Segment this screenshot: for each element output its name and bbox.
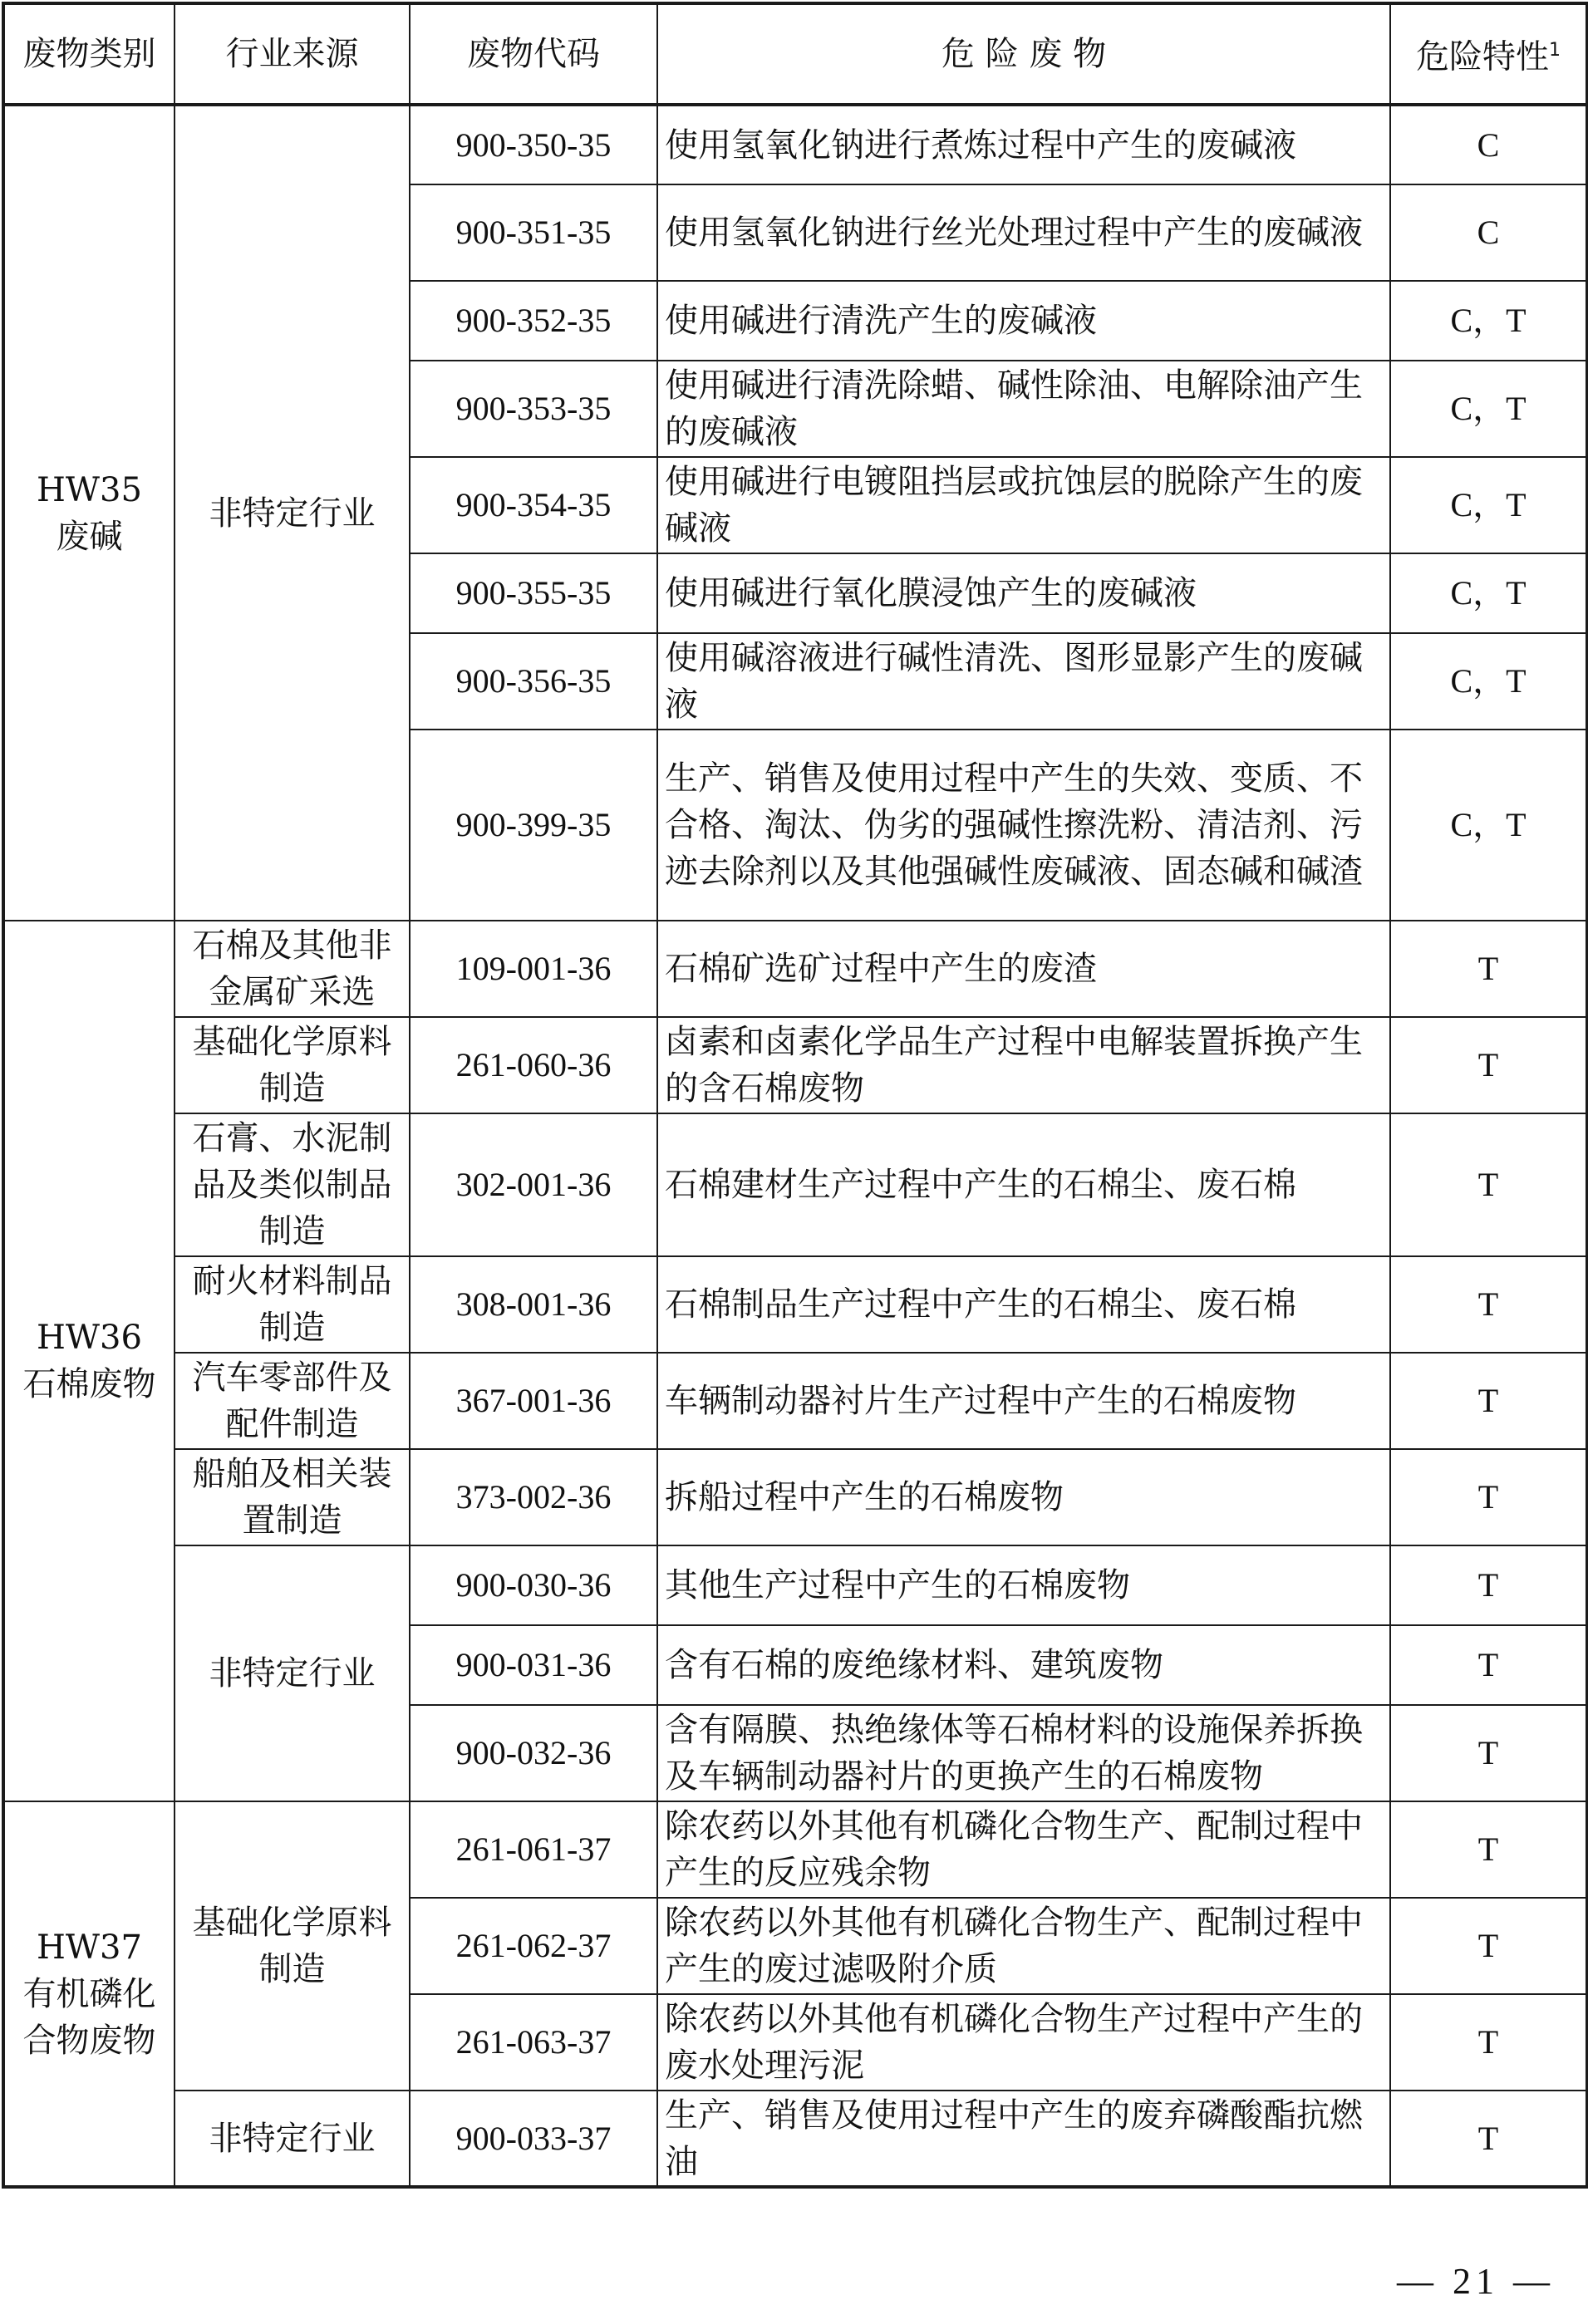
waste-description: 石棉建材生产过程中产生的石棉尘、废石棉 (657, 1113, 1390, 1256)
hazard-property: T (1390, 1801, 1587, 1898)
waste-description: 含有隔膜、热绝缘体等石棉材料的设施保养拆换及车辆制动器衬片的更换产生的石棉废物 (657, 1705, 1390, 1801)
waste-description: 车辆制动器衬片生产过程中产生的石棉废物 (657, 1353, 1390, 1449)
header-property (1390, 3, 1587, 105)
waste-description: 拆船过程中产生的石棉废物 (657, 1449, 1390, 1545)
category-code: HW37 (37, 1928, 142, 1967)
waste-code: 900-031-36 (410, 1625, 657, 1705)
waste-description: 卤素和卤素化学品生产过程中电解装置拆换产生的含石棉废物 (657, 1017, 1390, 1113)
hazard-property: T (1390, 1353, 1587, 1449)
header-waste: 危 险 废 物 (657, 3, 1390, 105)
hazard-property: T (1390, 1545, 1587, 1625)
hazard-property: T (1390, 2091, 1587, 2187)
table-row (3, 1801, 1587, 1898)
waste-code: 900-032-36 (410, 1705, 657, 1801)
table-row (3, 1353, 1587, 1449)
waste-description: 使用碱进行氧化膜浸蚀产生的废碱液 (657, 553, 1390, 633)
hazard-property: T (1390, 921, 1587, 1017)
table-row (3, 921, 1587, 1017)
hazard-property: T (1390, 1898, 1587, 1994)
industry-cell: 非特定行业 (175, 2091, 410, 2187)
industry-cell: 非特定行业 (175, 105, 410, 921)
waste-code: 261-061-37 (410, 1801, 657, 1898)
category-code: HW35 (37, 470, 142, 509)
table-row (3, 2091, 1587, 2187)
waste-code: 302-001-36 (410, 1113, 657, 1256)
table-row (3, 1017, 1587, 1113)
table-row (3, 105, 1587, 184)
waste-code: 261-063-37 (410, 1994, 657, 2091)
industry-cell: 耐火材料制品制造 (175, 1256, 410, 1353)
waste-description: 生产、销售及使用过程中产生的失效、变质、不合格、淘汰、伪劣的强碱性擦洗粉、清洁剂、污迹去除剂以及其他强碱性废碱液、固态碱和碱渣 (657, 730, 1390, 921)
waste-code: 261-060-36 (410, 1017, 657, 1113)
table-row (3, 1449, 1587, 1545)
waste-description: 使用氢氧化钠进行煮炼过程中产生的废碱液 (657, 105, 1390, 184)
hazard-property: C，T (1390, 457, 1587, 553)
industry-cell: 基础化学原料制造 (175, 1017, 410, 1113)
hazard-property: T (1390, 1449, 1587, 1545)
hazard-property: T (1390, 1705, 1587, 1801)
hazard-property: C，T (1390, 553, 1587, 633)
category-name: 石棉废物 (22, 1365, 156, 1403)
waste-code: 900-399-35 (410, 730, 657, 921)
hazard-property: C，T (1390, 361, 1587, 457)
industry-cell: 石膏、水泥制品及类似制品制造 (175, 1113, 410, 1256)
waste-code: 367-001-36 (410, 1353, 657, 1449)
waste-description: 含有石棉的废绝缘材料、建筑废物 (657, 1625, 1390, 1705)
category-code: HW36 (37, 1319, 142, 1357)
waste-description: 使用氢氧化钠进行丝光处理过程中产生的废碱液 (657, 184, 1390, 281)
hazard-property: C，T (1390, 730, 1587, 921)
hazard-property: T (1390, 1625, 1587, 1705)
header-industry: 行业来源 (175, 3, 410, 105)
waste-code: 900-030-36 (410, 1545, 657, 1625)
waste-table-sheet (2, 2, 1586, 2189)
waste-description: 使用碱溶液进行碱性清洗、图形显影产生的废碱液 (657, 633, 1390, 730)
hazard-property: T (1390, 1994, 1587, 2091)
waste-description: 石棉制品生产过程中产生的石棉尘、废石棉 (657, 1256, 1390, 1353)
hazard-property: C，T (1390, 633, 1587, 730)
waste-description: 除农药以外其他有机磷化合物生产过程中产生的废水处理污泥 (657, 1994, 1390, 2091)
category-cell-hw36 (3, 921, 175, 1801)
waste-code: 308-001-36 (410, 1256, 657, 1353)
waste-code: 900-355-35 (410, 553, 657, 633)
hazard-property: T (1390, 1256, 1587, 1353)
hazard-property: T (1390, 1017, 1587, 1113)
waste-code: 900-356-35 (410, 633, 657, 730)
industry-cell: 船舶及相关装置制造 (175, 1449, 410, 1545)
header-category: 废物类别 (3, 3, 175, 105)
category-cell-hw35 (3, 105, 175, 921)
waste-code: 900-351-35 (410, 184, 657, 281)
table-row (3, 1545, 1587, 1625)
hazard-property: C，T (1390, 281, 1587, 361)
hazardous-waste-table (2, 2, 1588, 2189)
waste-description: 除农药以外其他有机磷化合物生产、配制过程中产生的废过滤吸附介质 (657, 1898, 1390, 1994)
waste-description: 使用碱进行电镀阻挡层或抗蚀层的脱除产生的废碱液 (657, 457, 1390, 553)
waste-description: 其他生产过程中产生的石棉废物 (657, 1545, 1390, 1625)
industry-cell: 非特定行业 (175, 1545, 410, 1801)
waste-description: 除农药以外其他有机磷化合物生产、配制过程中产生的反应残余物 (657, 1801, 1390, 1898)
waste-code: 900-033-37 (410, 2091, 657, 2187)
industry-cell: 汽车零部件及配件制造 (175, 1353, 410, 1449)
table-row (3, 1256, 1587, 1353)
waste-description: 使用碱进行清洗产生的废碱液 (657, 281, 1390, 361)
industry-cell: 基础化学原料制造 (175, 1801, 410, 2091)
header-property-footnote: 1 (1549, 40, 1561, 61)
waste-code: 261-062-37 (410, 1898, 657, 1994)
category-name: 有机磷化合物废物 (22, 1974, 156, 2060)
header-code: 废物代码 (410, 3, 657, 105)
waste-code: 900-353-35 (410, 361, 657, 457)
industry-cell: 石棉及其他非金属矿采选 (175, 921, 410, 1017)
waste-code: 900-350-35 (410, 105, 657, 184)
waste-description: 石棉矿选矿过程中产生的废渣 (657, 921, 1390, 1017)
waste-code: 900-354-35 (410, 457, 657, 553)
hazard-property: T (1390, 1113, 1587, 1256)
header-property-label: 危险特性 (1416, 37, 1549, 76)
page-number: — 21 — (1397, 2261, 1555, 2302)
hazard-property: C (1390, 184, 1587, 281)
waste-code: 900-352-35 (410, 281, 657, 361)
waste-description: 生产、销售及使用过程中产生的废弃磷酸酯抗燃油 (657, 2091, 1390, 2187)
hazard-property: C (1390, 105, 1587, 184)
category-name: 废碱 (56, 517, 123, 556)
category-cell-hw37 (3, 1801, 175, 2187)
table-row (3, 1113, 1587, 1256)
waste-description: 使用碱进行清洗除蜡、碱性除油、电解除油产生的废碱液 (657, 361, 1390, 457)
waste-code: 373-002-36 (410, 1449, 657, 1545)
waste-code: 109-001-36 (410, 921, 657, 1017)
table-header-row (3, 3, 1587, 105)
